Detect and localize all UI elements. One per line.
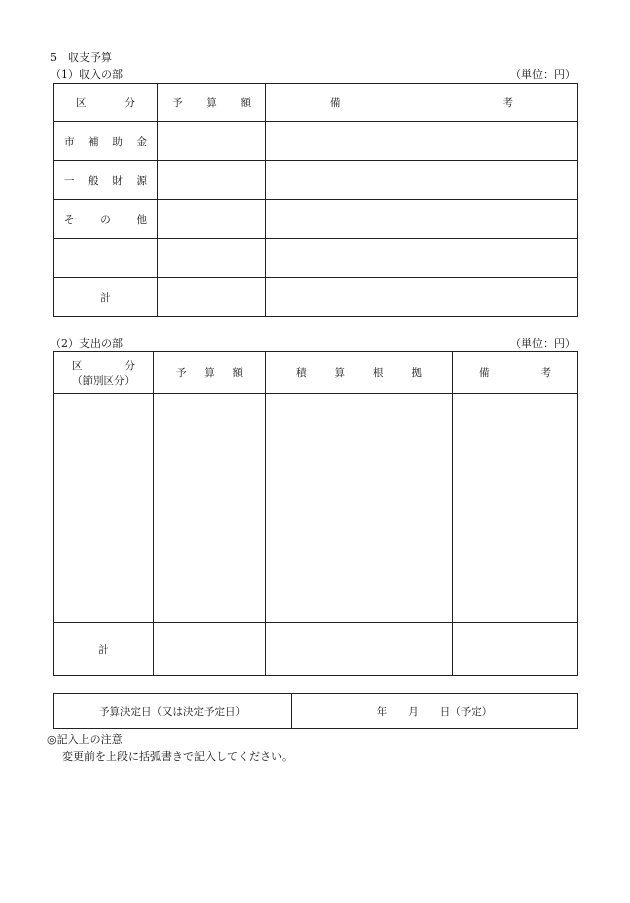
header-char: 考 (540, 367, 551, 379)
income-total-row (54, 278, 578, 317)
header-char: 額 (232, 367, 243, 379)
expense-header-budget (154, 352, 266, 394)
income-row-label (54, 122, 158, 161)
expense-total-budget-cell[interactable] (154, 623, 266, 676)
income-budget-cell[interactable] (158, 200, 266, 239)
income-row (54, 161, 578, 200)
decision-table (53, 693, 578, 729)
income-row-label[interactable] (54, 239, 158, 278)
income-remarks-cell[interactable] (266, 122, 578, 161)
expense-basis-cell[interactable] (266, 394, 453, 623)
header-char: 予 (172, 97, 183, 109)
header-char: 考 (502, 97, 513, 109)
income-header-category (54, 84, 158, 122)
income-budget-cell[interactable] (158, 161, 266, 200)
label-char: 財 (112, 174, 123, 187)
expense-total-basis-cell[interactable] (266, 623, 453, 676)
income-row (54, 122, 578, 161)
income-remarks-cell[interactable] (266, 239, 578, 278)
income-total-budget-cell[interactable] (158, 278, 266, 317)
header-char: 算 (206, 97, 217, 109)
header-char: 予 (176, 367, 187, 379)
expense-total-label: 計 (54, 623, 154, 676)
expense-heading: （2）支出の部 (50, 337, 123, 350)
expense-body-row (54, 394, 578, 623)
decision-label: 予算決定日（又は決定予定日） (54, 694, 292, 729)
header-char: 区 (76, 97, 87, 109)
income-row (54, 200, 578, 239)
header-char: 備 (479, 367, 490, 379)
notes-body: 変更前を上段に括弧書きで記入してください。 (62, 750, 293, 763)
income-row (54, 239, 578, 278)
label-char: そ (64, 213, 75, 226)
income-header-remarks (266, 84, 578, 122)
label-char: 補 (88, 135, 99, 148)
expense-header-category-sub: （節別区分） (72, 374, 135, 387)
header-char: 区 (72, 359, 83, 372)
header-char: 額 (240, 97, 251, 109)
expense-header-category (54, 352, 154, 394)
expense-budget-cell[interactable] (154, 394, 266, 623)
notes-title: ◎記入上の注意 (47, 733, 123, 746)
label-char: 一 (64, 174, 75, 187)
income-budget-cell[interactable] (158, 239, 266, 278)
header-char: 拠 (411, 367, 422, 379)
income-unit: （単位：円） (510, 68, 576, 81)
header-char: 分 (124, 359, 135, 372)
expense-total-remarks-cell[interactable] (453, 623, 578, 676)
header-char: 分 (124, 97, 135, 109)
income-row-label (54, 200, 158, 239)
header-char: 根 (373, 367, 384, 379)
expense-remarks-cell[interactable] (453, 394, 578, 623)
expense-total-row (54, 623, 578, 676)
label-char: の (100, 213, 111, 226)
label-char: 般 (88, 174, 99, 187)
section-title: 5 収支予算 (50, 51, 112, 64)
label-char: 金 (136, 135, 147, 148)
income-remarks-cell[interactable] (266, 161, 578, 200)
income-heading: （1）収入の部 (50, 68, 123, 81)
income-total-remarks-cell[interactable] (266, 278, 578, 317)
income-header-budget (158, 84, 266, 122)
label-char: 源 (136, 174, 147, 187)
label-char: 他 (136, 213, 147, 226)
label-char: 市 (64, 135, 75, 148)
income-remarks-cell[interactable] (266, 200, 578, 239)
income-row-label (54, 161, 158, 200)
header-char: 算 (334, 367, 345, 379)
expense-header-remarks (453, 352, 578, 394)
income-table (53, 83, 578, 317)
expense-unit: （単位：円） (510, 337, 576, 350)
header-char: 備 (330, 97, 341, 109)
header-char: 積 (296, 367, 307, 379)
expense-category-cell[interactable] (54, 394, 154, 623)
label-char: 助 (112, 135, 123, 148)
expense-table (53, 351, 578, 676)
income-budget-cell[interactable] (158, 122, 266, 161)
expense-header-basis (266, 352, 453, 394)
header-char: 算 (204, 367, 215, 379)
income-total-label: 計 (54, 278, 158, 317)
decision-date-field[interactable]: 年 月 日（予定） (292, 694, 578, 729)
